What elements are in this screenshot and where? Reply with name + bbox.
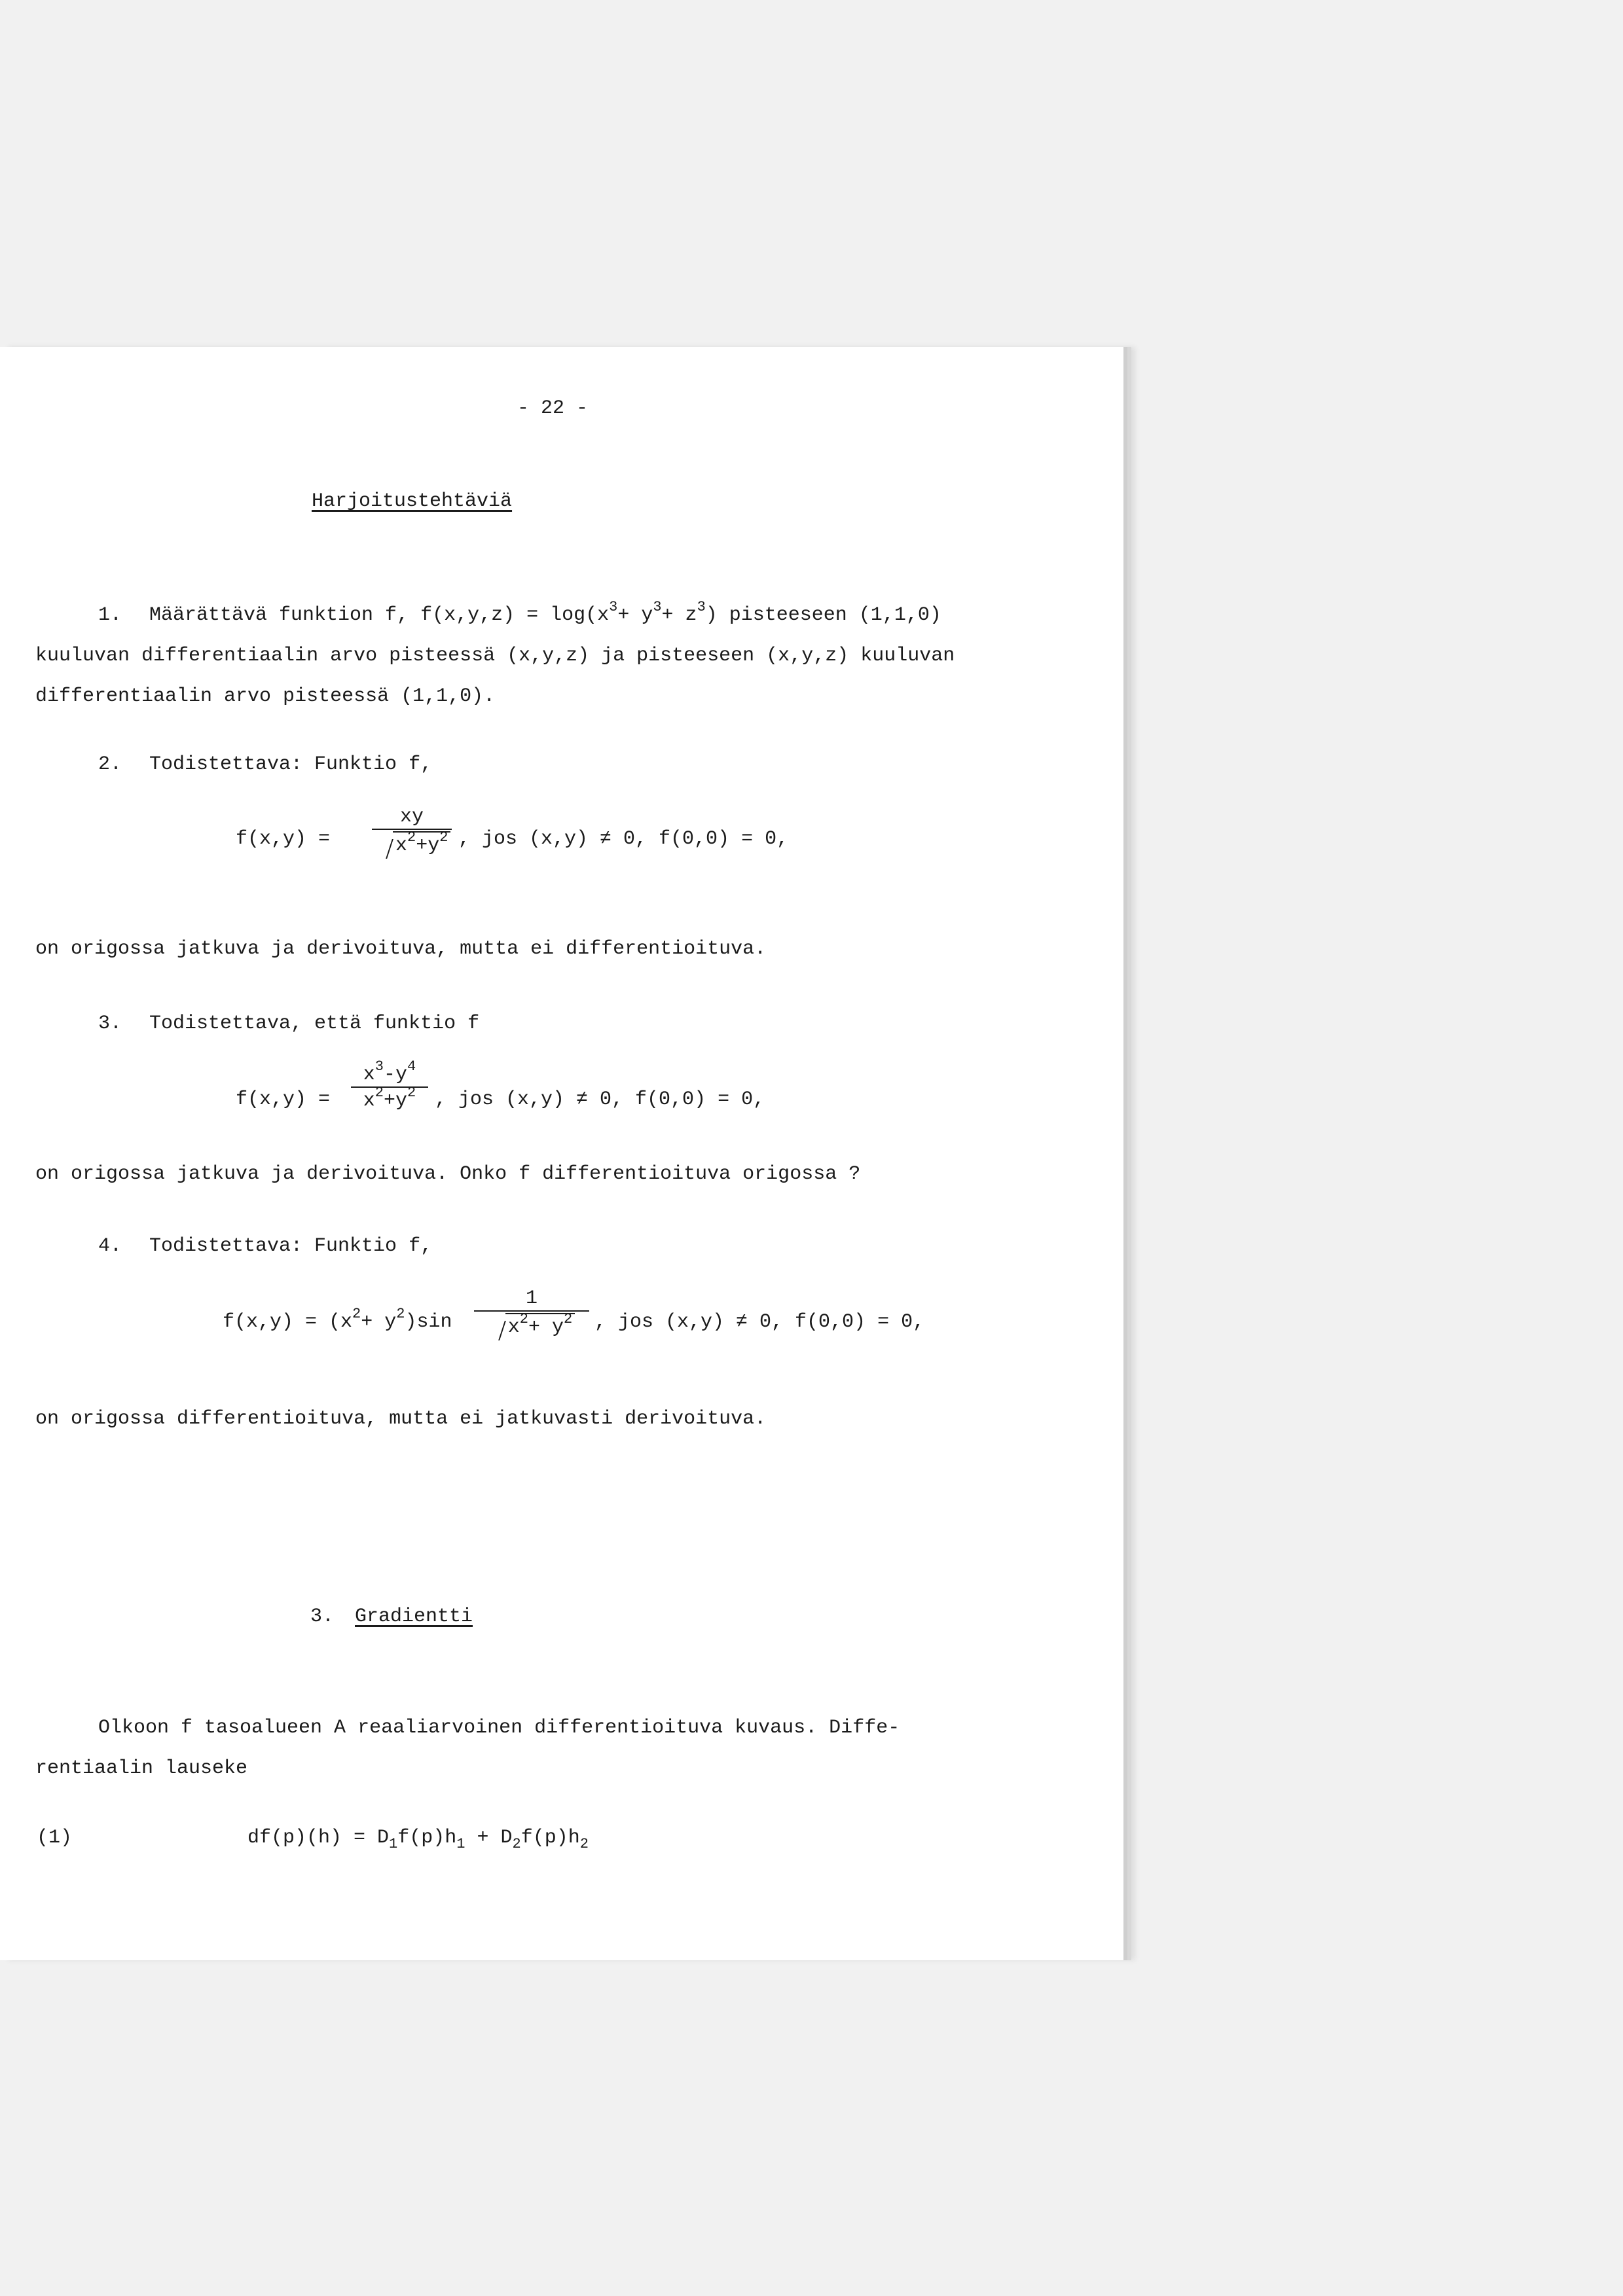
equation-1: $df(p)(h) = D_1f(p)h_1 + D_2f(p)h_2$ bbox=[247, 1827, 589, 1852]
exercise-4-fraction bbox=[474, 1287, 589, 1339]
exercise-3-number: 3. bbox=[98, 1013, 122, 1035]
exercise-3-intro: Todistettava, että funktio f bbox=[149, 1013, 480, 1035]
body-line-2: rentiaalin lauseke bbox=[35, 1757, 248, 1780]
section-number: 3. bbox=[310, 1605, 335, 1628]
exercise-4-number: 4. bbox=[98, 1235, 122, 1257]
exercise-2-lhs: f(x,y) = bbox=[236, 828, 331, 850]
exercise-2-intro: Todistettava: Funktio f, bbox=[149, 753, 433, 776]
exercise-3-lhs: f(x,y) = bbox=[236, 1088, 331, 1111]
exercise-4-conclusion: on origossa differentioituva, mutta ei jatkuvasti derivoituva. bbox=[35, 1408, 767, 1430]
exercise-1-line-1: Määrättävä funktion f, $f(x,y,z) = \log(x^3+ y^3+ z^3)$ pisteeseen (1,1,0) bbox=[149, 599, 941, 626]
exercise-1-line-3: differentiaalin arvo pisteessä (1,1,0). bbox=[35, 685, 496, 708]
exercise-2-number: 2. bbox=[98, 753, 122, 776]
exercise-4-condition: , jos (x,y) ≠ 0, f(0,0) = 0, bbox=[594, 1311, 925, 1333]
exercise-3-condition: , jos (x,y) ≠ 0, f(0,0) = 0, bbox=[435, 1088, 765, 1111]
exercise-3-conclusion: on origossa jatkuva ja derivoituva. Onko f differentioituva origossa ? bbox=[35, 1163, 861, 1185]
exercises-heading: Harjoitustehtäviä bbox=[312, 490, 513, 512]
exercise-2-numerator: xy bbox=[399, 806, 424, 828]
equation-label: (1) bbox=[37, 1827, 73, 1849]
exercise-4-lhs: $f(x,y) = (x^2+ y^2)\sin$ bbox=[223, 1306, 452, 1333]
exercise-3-fraction bbox=[351, 1058, 428, 1113]
body-line-1: Olkoon f tasoalueen A reaaliarvoinen differentioituva kuvaus. Diffe- bbox=[98, 1717, 900, 1739]
exercise-4-numerator: 1 bbox=[525, 1287, 538, 1310]
exercise-2-fraction bbox=[372, 805, 452, 857]
exercise-2-conclusion: on origossa jatkuva ja derivoituva, mutta ei differentioituva. bbox=[35, 938, 767, 960]
exercise-1-line-2: kuuluvan differentiaalin arvo pisteessä (x,y,z) ja pisteeseen (x,y,z) kuuluvan bbox=[35, 645, 955, 667]
exercise-3-numerator: $x^3-y^4$ bbox=[363, 1058, 416, 1086]
exercise-4-denominator: $x^2+ y^2$ bbox=[474, 1312, 589, 1339]
exercise-2-denominator: $x^2+y^2$ bbox=[372, 830, 452, 857]
exercise-3-denominator: $x^2+y^2$ bbox=[363, 1085, 416, 1112]
exercise-1-number: 1. bbox=[98, 604, 122, 626]
section-title: Gradientti bbox=[355, 1605, 473, 1628]
page-edge bbox=[1123, 347, 1127, 1960]
exercise-4-intro: Todistettava: Funktio f, bbox=[149, 1235, 433, 1257]
page-number: - 22 - bbox=[517, 397, 589, 420]
exercise-2-condition: , jos (x,y) ≠ 0, f(0,0) = 0, bbox=[458, 828, 789, 850]
